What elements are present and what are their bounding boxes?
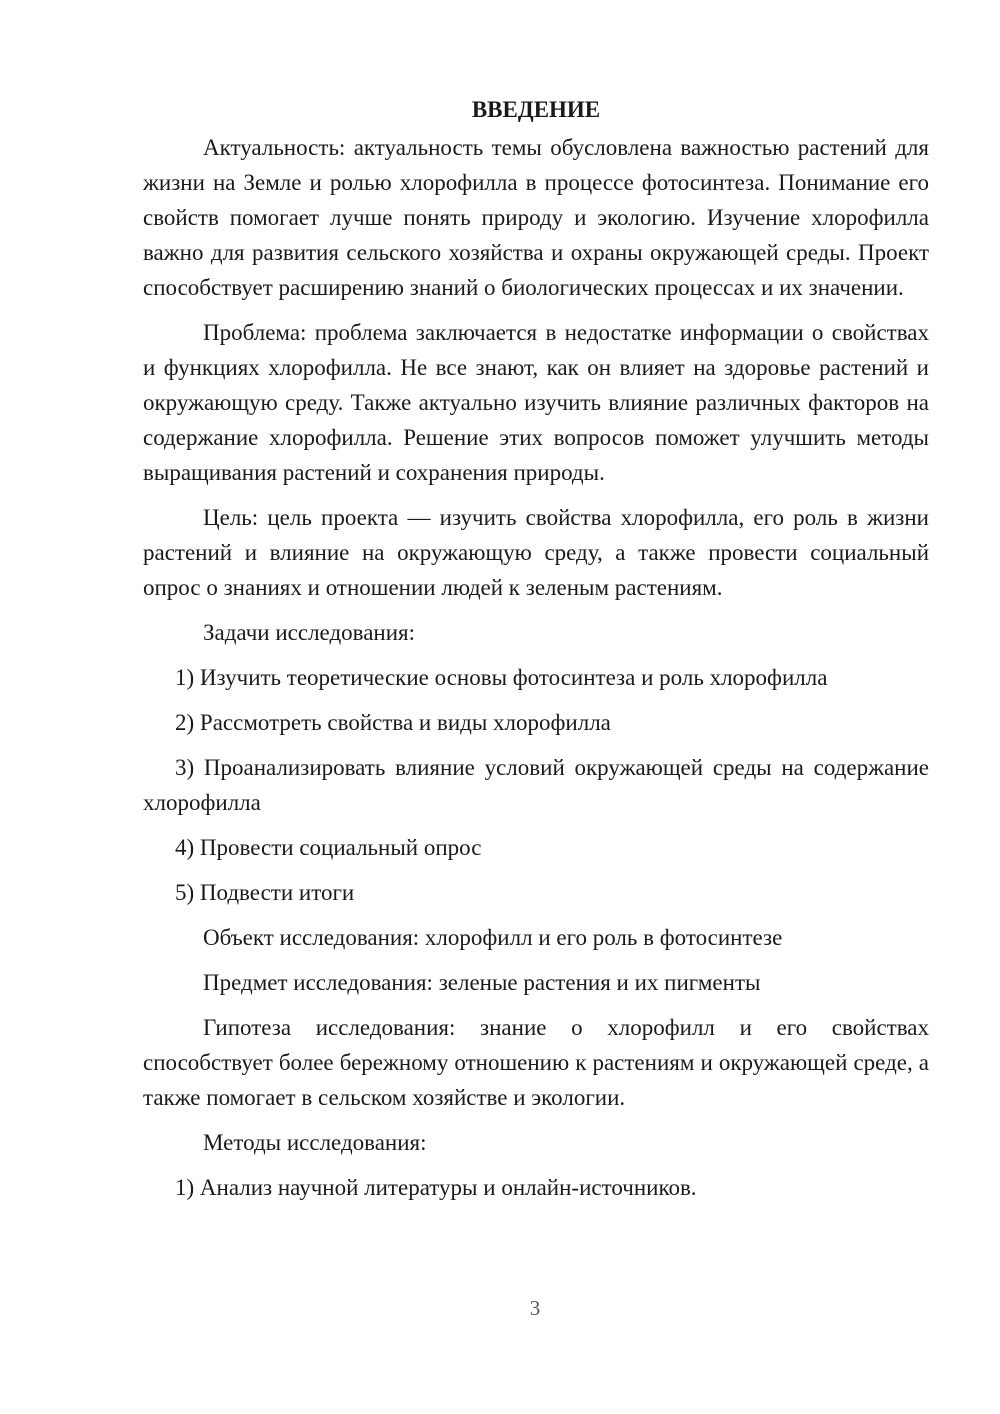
object-paragraph: Объект исследования: хлорофилл и его роль в фотосинтезе [203, 925, 783, 950]
tasks-heading: Задачи исследования: [203, 620, 416, 645]
page-number: 3 [529, 1296, 541, 1320]
problem-paragraph: Проблема: проблема заключается в недостатке информации о свойствах и функциях хлорофилла. Не все знают, как он влияет на здоровье растений и окружающую среду. Также актуально изучить влияние различных факторов на содержание хлорофилла. Решение этих вопросов поможет улучшить методы выращивания растений и сохранения природы. [143, 320, 929, 485]
subject-paragraph: Предмет исследования: зеленые растения и их пигменты [203, 970, 761, 995]
task-item: 3) Проанализировать влияние условий окружающей среды на содержание хлорофилла [143, 755, 929, 815]
goal-paragraph: Цель: цель проекта — изучить свойства хлорофилла, его роль в жизни растений и влияние на окружающую среду, а также провести социальный опрос о знаниях и отношении людей к зеленым растениям. [143, 505, 929, 600]
task-item: 5) Подвести итоги [175, 880, 355, 905]
task-item: 2) Рассмотреть свойства и виды хлорофилла [175, 710, 611, 735]
hypothesis-paragraph: Гипотеза исследования: знание о хлорофилл и его свойствах способствует более бережному отношению к растениям и окружающей среде, а также помогает в сельском хозяйстве и экологии. [143, 1015, 929, 1110]
method-item: 1) Анализ научной литературы и онлайн-источников. [175, 1175, 697, 1200]
task-item: 1) Изучить теоретические основы фотосинтеза и роль хлорофилла [175, 665, 828, 690]
relevance-paragraph: Актуальность: актуальность темы обусловлена важностью растений для жизни на Земле и ролью хлорофилла в процессе фотосинтеза. Понимание его свойств помогает лучше понять природу и экологию. Изучение хлорофилла важно для развития сельского хозяйства и охраны окружающей среды. Проект способствует расширению знаний о биологических процессах и их значении. [143, 135, 929, 300]
section-title: ВВЕДЕНИЕ [471, 97, 601, 122]
task-item: 4) Провести социальный опрос [175, 835, 482, 860]
document-page [143, 92, 929, 1215]
methods-heading: Методы исследования: [203, 1130, 427, 1155]
